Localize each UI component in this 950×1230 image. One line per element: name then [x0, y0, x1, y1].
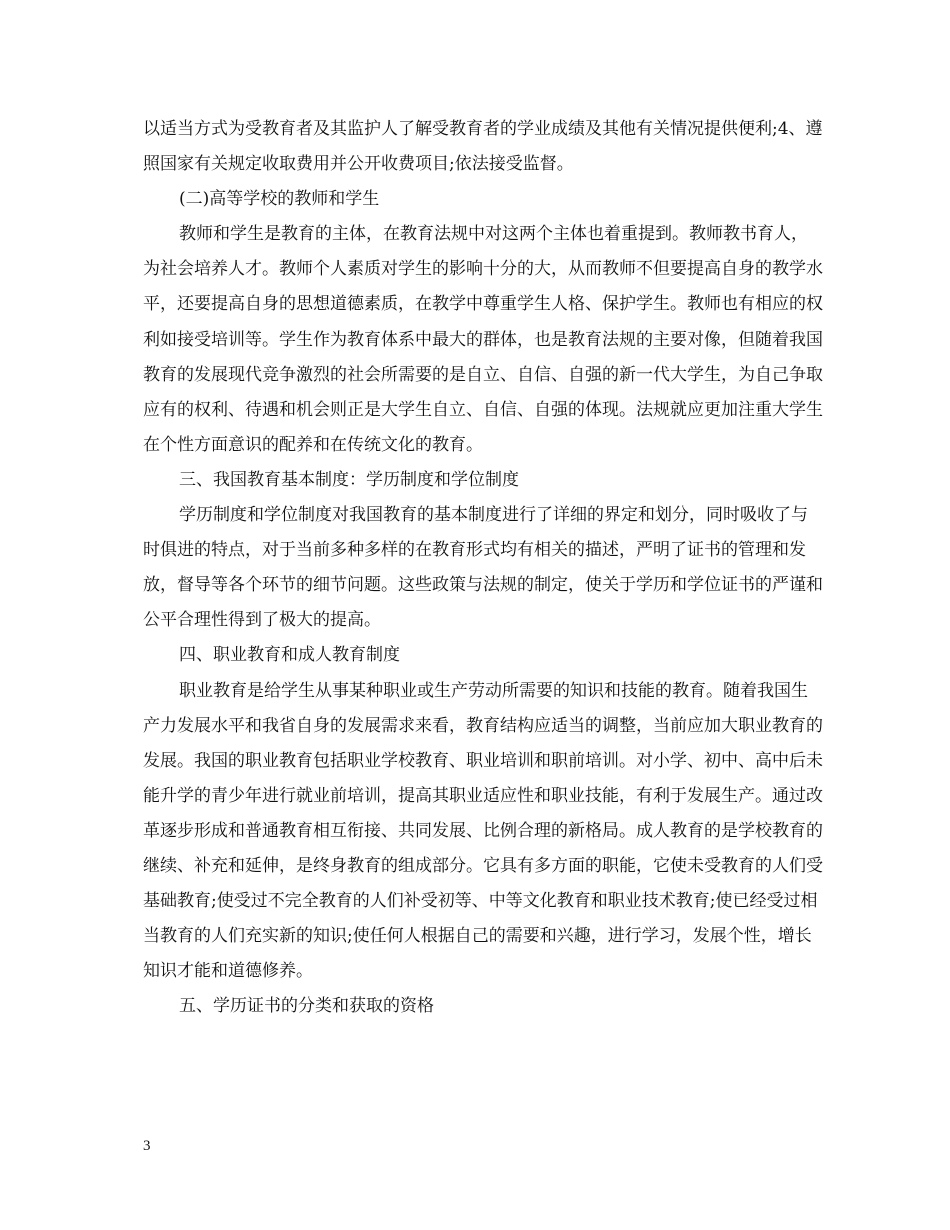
section-heading: 四、职业教育和成人教育制度	[179, 645, 400, 666]
paragraph: 学历制度和学位制度对我国教育的基本制度进行了详细的界定和划分，同时吸收了与时俱进的特点，对于当前多种多样的在教育形式均有相关的描述，严明了证书的管理和发放，督导等各个环节的细节问题。这些政策与法规的制定，使关于学历和学位证书的严谨和公平合理性得到了极大的提高。	[143, 505, 823, 631]
paragraph: 以适当方式为受教育者及其监护人了解受教育者的学业成绩及其他有关情况提供便利;4、遵照国家有关规定收取费用并公开收费项目;依法接受监督。	[143, 119, 823, 175]
body-text	[143, 112, 823, 1024]
page-number: 3	[143, 1138, 151, 1154]
section-heading: 五、学历证书的分类和获取的资格	[179, 996, 434, 1017]
paragraph: 教师和学生是教育的主体，在教育法规中对这两个主体也着重提到。教师教书育人，为社会培养人才。教师个人素质对学生的影响十分的大，从而教师不但要提高自身的教学水平，还要提高自身的思想道德素质，在教学中尊重学生人格、保护学生。教师也有相应的权利如接受培训等。学生作为教育体系中最大的群体，也是教育法规的主要对像，但随着我国教育的发展现代竞争激烈的社会所需要的是自立、自信、自强的新一代大学生，为自己争取应有的权利、待遇和机会则正是大学生自立、自信、自强的体现。法规就应更加注重大学生在个性方面意识的配养和在传统文化的教育。	[143, 224, 823, 455]
paragraph: 职业教育是给学生从事某种职业或生产劳动所需要的知识和技能的教育。随着我国生产力发展水平和我省自身的发展需求来看，教育结构应适当的调整，当前应加大职业教育的发展。我国的职业教育包括职业学校教育、职业培训和职前培训。对小学、初中、高中后未能升学的青少年进行就业前培训，提高其职业适应性和职业技能，有利于发展生产。通过改革逐步形成和普通教育相互衔接、共同发展、比例合理的新格局。成人教育的是学校教育的继续、补充和延伸，是终身教育的组成部分。它具有多方面的职能，它使未受教育的人们受基础教育;使受过不完全教育的人们补受初等、中等文化教育和职业技术教育;使已经受过相当教育的人们充实新的知识;使任何人根据自己的需要和兴趣，进行学习，发展个性，增长知识才能和道德修养。	[143, 680, 823, 982]
section-heading: (二)高等学校的教师和学生	[179, 189, 380, 210]
section-heading: 三、我国教育基本制度：学历制度和学位制度	[179, 469, 519, 490]
